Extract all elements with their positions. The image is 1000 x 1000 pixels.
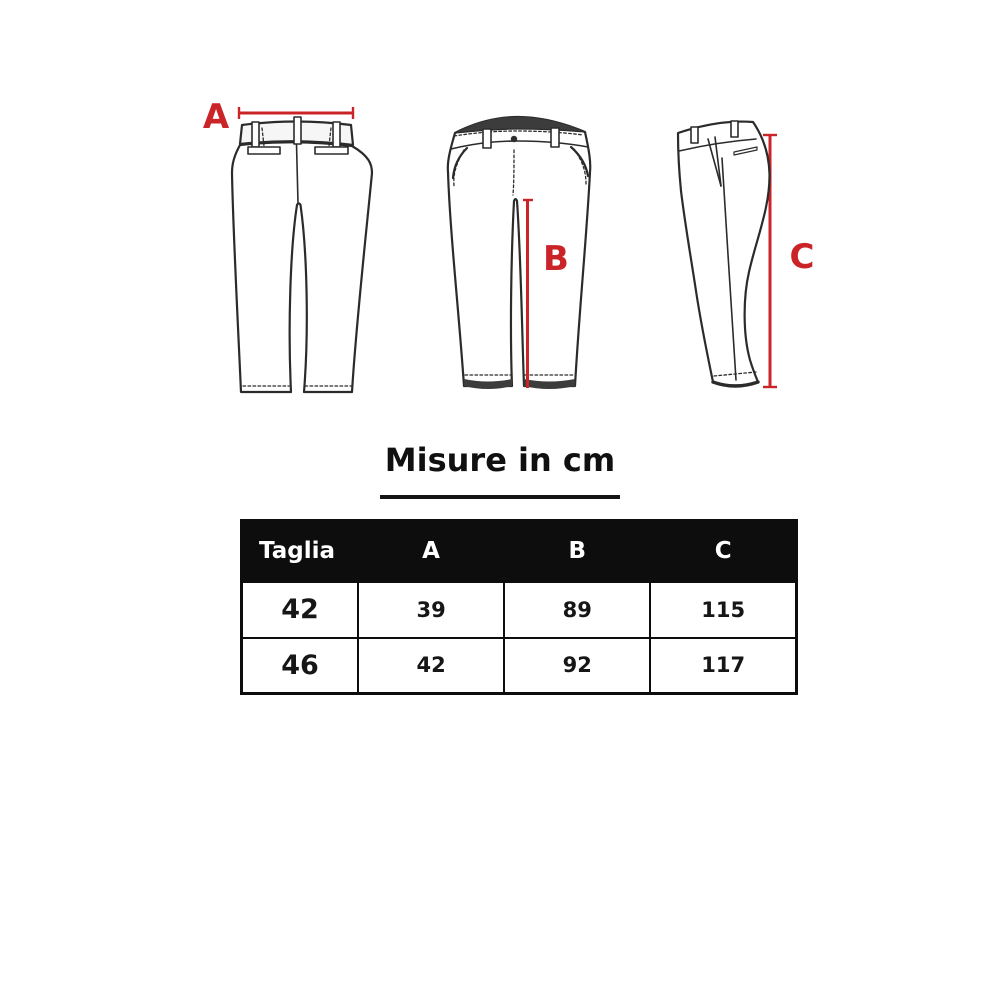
cell-measure-c: 115 bbox=[650, 582, 796, 638]
measure-label-a: A bbox=[202, 97, 230, 137]
belt-loop bbox=[483, 129, 491, 148]
pants-front-view bbox=[440, 108, 600, 400]
pants-back-view bbox=[225, 100, 380, 400]
belt-loop bbox=[731, 121, 738, 137]
waist-button bbox=[511, 136, 517, 142]
col-header-a: A bbox=[358, 521, 504, 582]
col-header-taglia: Taglia bbox=[242, 521, 359, 582]
measure-label-c: C bbox=[789, 237, 815, 277]
pants-side-silhouette bbox=[678, 122, 770, 386]
back-pocket-right bbox=[315, 147, 348, 154]
table-row bbox=[242, 638, 797, 694]
belt-loop bbox=[691, 127, 698, 143]
belt-loop bbox=[294, 117, 301, 144]
back-pocket-left bbox=[248, 147, 280, 154]
cell-size: 42 bbox=[242, 582, 359, 638]
cell-measure-b: 92 bbox=[504, 638, 650, 694]
table-row bbox=[242, 582, 797, 638]
belt-loop bbox=[333, 122, 340, 147]
belt-loop bbox=[252, 122, 259, 147]
cell-measure-a: 42 bbox=[358, 638, 504, 694]
col-header-b: B bbox=[504, 521, 650, 582]
cell-size: 46 bbox=[242, 638, 359, 694]
measure-label-b: B bbox=[543, 239, 569, 279]
page-title: Misure in cm bbox=[384, 441, 616, 479]
cell-measure-b: 89 bbox=[504, 582, 650, 638]
belt-loop bbox=[551, 128, 559, 147]
cell-measure-a: 39 bbox=[358, 582, 504, 638]
pants-back-silhouette bbox=[232, 142, 372, 392]
size-table bbox=[240, 519, 798, 695]
cell-measure-c: 117 bbox=[650, 638, 796, 694]
title-underline bbox=[380, 495, 620, 499]
col-header-c: C bbox=[650, 521, 796, 582]
table-header-row bbox=[242, 521, 797, 582]
